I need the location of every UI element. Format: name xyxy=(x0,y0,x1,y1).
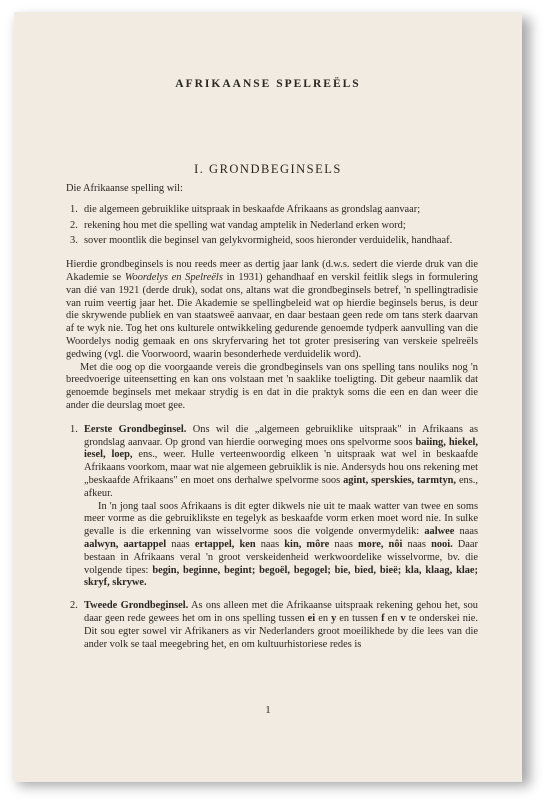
principle-2 xyxy=(66,600,478,651)
example-words: more, nôi xyxy=(357,538,403,550)
page-number: 1 xyxy=(265,704,271,716)
list-number: 2. xyxy=(70,219,78,231)
text-run: en xyxy=(384,612,401,624)
example-letters: f xyxy=(381,612,385,624)
list-text: rekening hou met die spelling wat vandag amptelik in Nederland erken word; xyxy=(84,219,406,231)
principle-number: 1. xyxy=(70,423,78,435)
book-title: Woordelys en Spelreëls xyxy=(124,271,223,283)
section-title: I. GRONDBEGINSELS xyxy=(194,162,342,176)
text-run: en tussen xyxy=(336,612,382,624)
principle-text xyxy=(84,424,478,590)
example-words: agint, sperskies, tarmtyn, xyxy=(343,474,457,486)
principle-number: 2. xyxy=(70,600,78,612)
text-run: naas xyxy=(454,526,479,538)
list-text: sover moontlik die beginsel van gelykvormigheid, soos hieronder verduidelik, handhaaf. xyxy=(84,235,453,247)
list-item xyxy=(66,235,478,248)
principle-paragraph xyxy=(84,501,478,591)
text-run: naas xyxy=(329,538,358,550)
text-run: In 'n jong taal soos Afrikaans is dit egter dikwels nie uit te maak watter van twee en soms meer vorme as die gebruiklikste en tegelyk as beskaafde vorm erken moet word nie. In sulke gevalle is die erkenning van wisselvorme soos die volgende onvermydelik: xyxy=(84,500,478,538)
text-run: As ons alleen met die Afrikaanse uitspraak rekening gehou het, sou daar geen rede gewees het om in ons spelling tussen xyxy=(84,600,478,624)
example-letters: v xyxy=(400,612,406,624)
paragraph-explanation: Met die oog op die voorgaande vereis die grondbeginsels van ons spelling tans nouliks nog 'n breedvoerige uiteensetting en kan ons volstaan met 'n saaklike toeligting. Dit gebeur naamlik dat genoemde beginsels met mekaar strydig is en dat in die praktyk soms die een en dan weer die ander die deurslag moet gee. xyxy=(66,361,478,411)
text-run: naas xyxy=(166,538,195,550)
list-number: 1. xyxy=(70,203,78,215)
example-words: baiing, hiekel, iesel, loep, xyxy=(84,436,478,461)
text-run: in 1931) gehandhaaf en verskil feitlik slegs in formulering van dié van 1921 (derde druk), sodat ons, altans wat die grondbeginsels betref, 'n spellingtradisie van ruim veertig jaar het. Die Akademie se spellingbeleid wat op hierdie beginsels berus, is deur die skrywende publiek en van staatsweë aanvaar, en daar bestaan geen rede om tans sterk daarvan af te wyk nie. Tog het ons kulturele ontwikkeling gedurende genoemde tydperk aanvulling van die Woordelys nodig gemaak en ons skryfervaring het tot groter presisering van verskeie spelreëls gedwing (vgl. die Voorwoord, waarin besonderhede verduidelik word). xyxy=(66,271,478,360)
principle-text xyxy=(84,600,478,651)
text-run: Daar bestaan in Afrikaans veral 'n groot verskeidenheid werkwoordelike wisselvorme, bv. die volgende tipes: xyxy=(84,538,478,576)
principle-paragraph xyxy=(84,600,478,651)
text-run: Ons wil die „algemeen gebruiklike uitspraak" in Afrikaans as grondslag aanvaar. Op grond van hierdie oorweging moes ons spelvorme soos xyxy=(84,423,478,448)
example-words: aalwee xyxy=(424,526,455,538)
example-words: kin, môre xyxy=(284,538,330,550)
example-letters: y xyxy=(331,612,337,624)
body-text xyxy=(66,183,478,661)
list-item xyxy=(66,220,478,233)
principle-1 xyxy=(66,424,478,590)
document-page xyxy=(14,12,522,782)
principle-heading: Tweede Grondbeginsel. xyxy=(84,600,189,612)
example-letters: ei xyxy=(307,612,316,624)
example-words: begin, beginne, begint; begoël, begogel; bie, bied, bieë; kla, klaag, klae; skryf, skrywe. xyxy=(84,564,479,589)
requirements-list xyxy=(66,204,478,248)
list-text: die algemeen gebruiklike uitspraak in beskaafde Afrikaans as grondslag aanvaar; xyxy=(84,203,421,215)
text-run: en xyxy=(315,612,332,624)
text-run: ens., weer. Hulle verteenwoordig elkeen 'n uitspraak wat wel in beskaafde Afrikaans voorkom, maar wat nie algemeen gebruiklik is nie. Andersyds hou ons rekening met „beskaafde Afrikaans" en moet ons derhalwe spelvorme soos xyxy=(84,449,478,486)
text-run: te onderskei nie. Dit sou egter sowel vir Afrikaners as vir Nederlanders groot moeilikhede by die lees van die ander volk se taal meegebring het, en om kultuurhistoriese redes is xyxy=(84,612,479,650)
text-run: naas xyxy=(402,538,432,550)
principle-heading: Eerste Grondbeginsel. xyxy=(84,423,187,435)
running-title: AFRIKAANSE SPELREËLS xyxy=(175,78,361,90)
list-item xyxy=(66,204,478,217)
text-run: Hierdie grondbeginsels is nou reeds meer as dertig jaar lank (d.w.s. sedert die vierde druk van die Akademie se xyxy=(66,259,478,283)
example-words: ertappel, ken xyxy=(194,538,256,550)
example-words: aalwyn, aartappel xyxy=(84,538,167,550)
intro-line: Die Afrikaanse spelling wil: xyxy=(66,183,183,194)
text-run: naas xyxy=(255,538,285,550)
paragraph-history xyxy=(66,259,478,361)
text-run: ens., afkeur. xyxy=(84,474,478,499)
list-number: 3. xyxy=(70,235,78,247)
example-words: nooi. xyxy=(431,538,453,550)
principle-paragraph xyxy=(84,424,478,501)
